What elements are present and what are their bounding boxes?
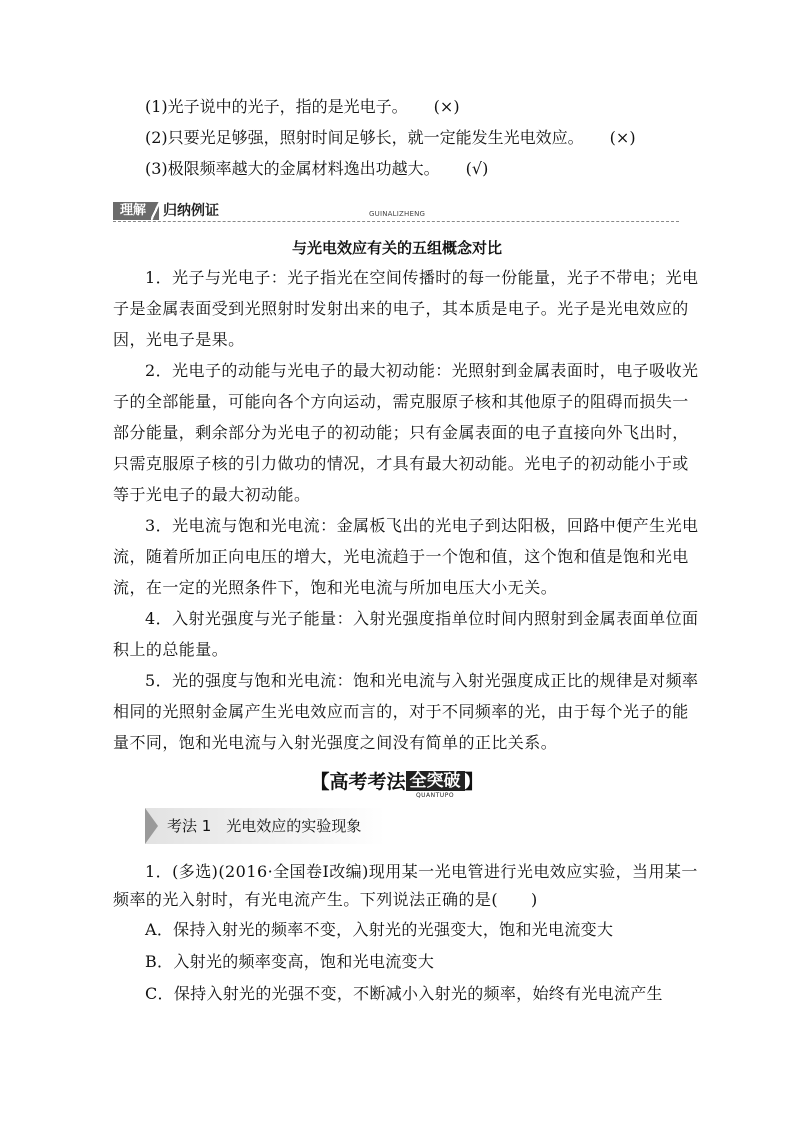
paragraph-3-line: 流，随着所加正向电压的增大，光电流趋于一个饱和值，这个饱和值是饱和光电 bbox=[113, 547, 689, 566]
judgment-item-2 bbox=[145, 128, 636, 148]
question-stem-line: 1．(多选)(2016·全国卷Ⅰ改编)现用某一光电管进行光电效应实验，当用某一 bbox=[145, 862, 698, 881]
judgment-text: (1)光子说中的光子，指的是光电子。 bbox=[145, 97, 408, 116]
judgment-text: (3)极限频率越大的金属材料逸出功越大。 bbox=[145, 159, 440, 178]
judgment-mark: (×) bbox=[609, 128, 636, 147]
banner-boxed-text bbox=[406, 771, 465, 799]
section-pinyin: GUINALIZHENG bbox=[369, 210, 426, 218]
paragraph-4-line: 4．入射光强度与光子能量：入射光强度指单位时间内照射到金属表面单位面 bbox=[145, 609, 699, 628]
judgment-item-1 bbox=[145, 97, 460, 117]
option-a: A．保持入射光的频率不变，入射光的光强变大，饱和光电流变大 bbox=[145, 920, 614, 939]
paragraph-2-line: 只需克服原子核的引力做功的情况，才具有最大初动能。光电子的初动能小于或 bbox=[113, 454, 689, 473]
paragraph-3-line: 流，在一定的光照条件下，饱和光电流与所加电压大小无关。 bbox=[113, 578, 558, 597]
judgment-item-3 bbox=[145, 159, 488, 179]
paragraph-1-line: 1．光子与光电子：光子指光在空间传播时的每一份能量，光子不带电；光电 bbox=[145, 268, 699, 287]
paragraph-2-line: 部分能量，剩余部分为光电子的初动能；只有金属表面的电子直接向外飞出时， bbox=[113, 423, 689, 442]
kaofa-header bbox=[145, 808, 385, 844]
gaokao-banner bbox=[0, 770, 794, 799]
option-c: C．保持入射光的光强不变，不断减小入射光的频率，始终有光电流产生 bbox=[145, 984, 663, 1003]
banner-bracket-open: 【 bbox=[310, 771, 330, 793]
banner-main-text: 高考考法 bbox=[329, 771, 406, 793]
judgment-mark: (√) bbox=[465, 159, 489, 178]
kaofa-label: 考法 1 光电效应的实验现象 bbox=[167, 817, 362, 835]
banner-bracket-close: 】 bbox=[464, 771, 484, 793]
paragraph-2-line: 子的全部能量，可能向各个方向运动，需克服原子核和其他原子的阻碍而损失一 bbox=[113, 392, 689, 411]
paragraph-2-line: 2．光电子的动能与光电子的最大初动能：光照射到金属表面时，电子吸收光 bbox=[145, 361, 699, 380]
section-slash-divider bbox=[151, 202, 159, 220]
paragraph-5-line: 5．光的强度与饱和光电流：饱和光电流与入射光强度成正比的规律是对频率 bbox=[145, 671, 699, 690]
paragraph-5-line: 相同的光照射金属产生光电效应而言的，对于不同频率的光，由于每个光子的能 bbox=[113, 702, 689, 721]
section-title: 归纳例证 bbox=[163, 203, 219, 219]
banner-boxed-label: 全突破 bbox=[409, 771, 461, 791]
judgment-mark: (×) bbox=[433, 97, 460, 116]
paragraph-3-line: 3．光电流与饱和光电流：金属板飞出的光电子到达阳极，回路中便产生光电 bbox=[145, 516, 699, 535]
option-b: B．入射光的频率变高，饱和光电流变大 bbox=[145, 952, 435, 971]
section-subtitle: 与光电效应有关的五组概念对比 bbox=[291, 239, 502, 257]
section-dashed-rule bbox=[113, 221, 679, 222]
section-header-bar bbox=[113, 202, 679, 220]
section-tag: 理解 bbox=[113, 202, 153, 220]
kaofa-arrow-icon bbox=[145, 808, 158, 844]
paragraph-1-line: 因，光电子是果。 bbox=[113, 330, 245, 349]
question-stem-line: 频率的光入射时，有光电流产生。下列说法正确的是( ) bbox=[113, 890, 538, 909]
paragraph-4-line: 积上的总能量。 bbox=[113, 640, 229, 659]
paragraph-2-line: 等于光电子的最大初动能。 bbox=[113, 485, 311, 504]
paragraph-1-line: 子是金属表面受到光照射时发射出来的电子，其本质是电子。光子是光电效应的 bbox=[113, 299, 689, 318]
judgment-text: (2)只要光足够强，照射时间足够长，就一定能发生光电效应。 bbox=[145, 128, 584, 147]
banner-boxed-pinyin: QUANTUPO bbox=[406, 792, 465, 799]
paragraph-5-line: 量不同，饱和光电流与入射光强度之间没有简单的正比关系。 bbox=[113, 733, 558, 752]
